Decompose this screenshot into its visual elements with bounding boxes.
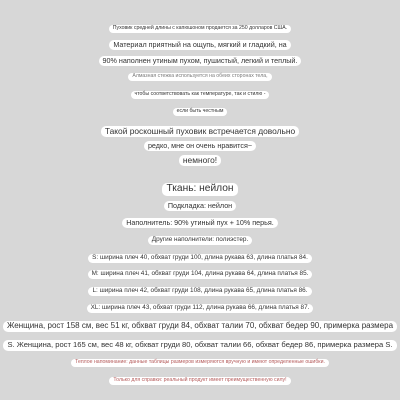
text-pill: Другие наполнители: полиэстер. bbox=[148, 236, 252, 245]
text-pill: Материал приятный на ощупь, мягкий и гладкий, на bbox=[109, 40, 290, 50]
material-line-1 bbox=[0, 40, 400, 50]
text-pill: S: ширина плеч 40, обхват груди 100, длина рукава 63, длина платья 84. bbox=[88, 254, 312, 263]
text-pill: L: ширина плеч 42, обхват груди 108, длина рукава 65, длина платья 86. bbox=[88, 287, 311, 296]
text-pill: Ткань: нейлон bbox=[162, 183, 237, 196]
text-pill: редко, мне он очень нравится~ bbox=[144, 141, 256, 151]
luxury-line-2 bbox=[0, 141, 400, 151]
fit-line-1 bbox=[0, 321, 400, 332]
text-pill: Пуховик средней длины с капюшоном продается за 250 долларов США. bbox=[109, 25, 291, 33]
text-pill: Алмазная стежка используется на обеих сторонах тела, bbox=[128, 73, 271, 81]
luxury-line-3 bbox=[0, 155, 400, 166]
warning-line bbox=[0, 359, 400, 367]
text-pill: Наполнитель: 90% утиный пух + 10% перья. bbox=[122, 218, 278, 228]
size-row-xl bbox=[0, 304, 400, 313]
lining-line bbox=[0, 201, 400, 211]
text-pill: Только для справки: реальный продукт имеет преимущественную силу! bbox=[109, 377, 290, 385]
size-row-l bbox=[0, 287, 400, 296]
text-pill: чтобы соответствовать как температуре, так и стилю - bbox=[131, 91, 270, 99]
size-row-s bbox=[0, 254, 400, 263]
intro-line bbox=[0, 25, 400, 33]
luxury-line-1 bbox=[0, 126, 400, 137]
quilting-line-3 bbox=[0, 108, 400, 116]
text-pill: M: ширина плеч 41, обхват груди 104, длина рукава 64, длина платья 85. bbox=[88, 270, 313, 279]
text-pill: Такой роскошный пуховик встречается довольно bbox=[101, 126, 299, 137]
text-pill: немного! bbox=[179, 155, 221, 166]
quilting-line-2 bbox=[0, 91, 400, 99]
fit-line-2 bbox=[0, 340, 400, 351]
material-line-2 bbox=[0, 56, 400, 66]
text-pill: если быть честным bbox=[173, 108, 228, 116]
reference-line bbox=[0, 377, 400, 385]
text-pill: Теплое напоминание: данные таблицы размеров измеряются вручную и имеют определенные ошибки. bbox=[71, 359, 329, 367]
fabric-line bbox=[0, 183, 400, 196]
text-pill: XL: ширина плеч 43, обхват груди 112, длина рукава 66, длина платья 87. bbox=[87, 304, 314, 313]
text-pill: Подкладка: нейлон bbox=[164, 201, 236, 211]
filling-line bbox=[0, 218, 400, 228]
text-pill: Женщина, рост 158 см, вес 51 кг, обхват груди 84, обхват талии 70, обхват бедер 90, примерка размера bbox=[3, 321, 397, 332]
text-pill: 90% наполнен утиным пухом, пушистый, легкий и теплый. bbox=[99, 56, 302, 66]
other-filling-line bbox=[0, 236, 400, 245]
quilting-line-1 bbox=[0, 73, 400, 81]
size-row-m bbox=[0, 270, 400, 279]
text-pill: S. Женщина, рост 165 см, вес 48 кг, обхват груди 80, обхват талии 66, обхват бедер 86, примерка размера S. bbox=[3, 340, 396, 351]
